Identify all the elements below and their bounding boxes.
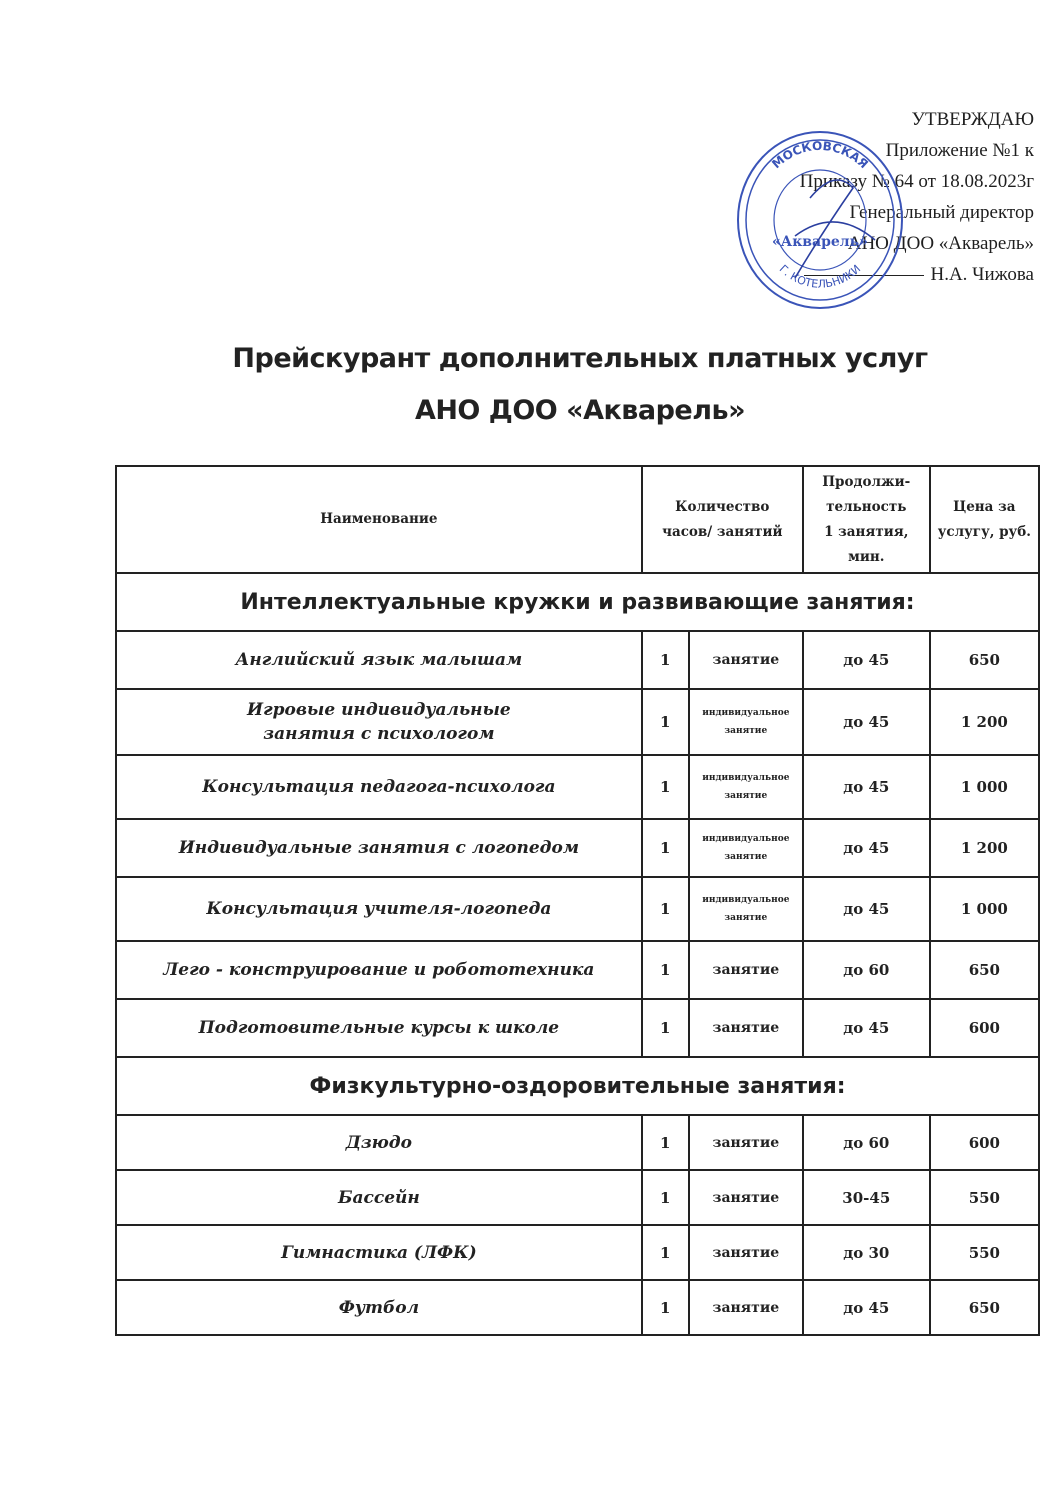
approve-label: УТВЕРЖДАЮ bbox=[911, 109, 1034, 130]
position-label: Генеральный директор bbox=[849, 202, 1034, 223]
qty-cell: 1 bbox=[642, 877, 689, 941]
duration-cell: до 60 bbox=[803, 941, 930, 999]
stamp-center: «Акварель» bbox=[772, 234, 868, 250]
duration-cell: до 60 bbox=[803, 1115, 930, 1170]
table-row bbox=[116, 631, 1039, 689]
service-name: Лего - конструирование и робототехника bbox=[116, 941, 642, 999]
duration-cell: до 30 bbox=[803, 1225, 930, 1280]
price-cell: 650 bbox=[930, 1280, 1039, 1335]
service-name: Футбол bbox=[116, 1280, 642, 1335]
qty-cell: 1 bbox=[642, 999, 689, 1057]
unit-cell: занятие bbox=[689, 1170, 803, 1225]
header-price: Цена за услугу, руб. bbox=[930, 466, 1039, 573]
price-cell: 1 200 bbox=[930, 819, 1039, 877]
section-row bbox=[116, 573, 1039, 631]
unit-cell: занятие bbox=[689, 1225, 803, 1280]
duration-cell: до 45 bbox=[803, 819, 930, 877]
service-name: Консультация педагога-психолога bbox=[116, 755, 642, 819]
svg-text:Г. КОТЕЛЬНИКИ bbox=[777, 262, 864, 290]
price-cell: 1 000 bbox=[930, 755, 1039, 819]
price-cell: 1 000 bbox=[930, 877, 1039, 941]
stamp-seal bbox=[735, 128, 905, 313]
duration-cell: до 45 bbox=[803, 755, 930, 819]
org-label: АНО ДОО «Акварель» bbox=[847, 233, 1034, 254]
appendix-label: Приложение №1 к bbox=[885, 140, 1034, 161]
signer-name: Н.А. Чижова bbox=[930, 264, 1034, 285]
service-name: Индивидуальные занятия с логопедом bbox=[116, 819, 642, 877]
unit-cell: занятие bbox=[689, 941, 803, 999]
table-row bbox=[116, 941, 1039, 999]
qty-cell: 1 bbox=[642, 941, 689, 999]
unit-cell: индивидуальное занятие bbox=[689, 819, 803, 877]
qty-cell: 1 bbox=[642, 689, 689, 755]
section-row bbox=[116, 1057, 1039, 1115]
qty-cell: 1 bbox=[642, 755, 689, 819]
service-name: Консультация учителя-логопеда bbox=[116, 877, 642, 941]
price-table bbox=[115, 465, 1040, 1336]
unit-cell: занятие bbox=[689, 631, 803, 689]
duration-cell: до 45 bbox=[803, 631, 930, 689]
service-name: Бассейн bbox=[116, 1170, 642, 1225]
qty-cell: 1 bbox=[642, 631, 689, 689]
order-label: Приказу № 64 от 18.08.2023г bbox=[799, 171, 1034, 192]
service-name: Английский язык малышам bbox=[116, 631, 642, 689]
price-cell: 600 bbox=[930, 1115, 1039, 1170]
stamp-ring-top: МОСКОВСКАЯ bbox=[769, 138, 871, 172]
table-row bbox=[116, 1115, 1039, 1170]
header-qty: Количество часов/ занятий bbox=[642, 466, 803, 573]
table-header-row bbox=[116, 466, 1039, 573]
table-row bbox=[116, 1280, 1039, 1335]
document-subtitle: АНО ДОО «Акварель» bbox=[414, 395, 746, 426]
qty-cell: 1 bbox=[642, 1225, 689, 1280]
price-cell: 550 bbox=[930, 1225, 1039, 1280]
qty-cell: 1 bbox=[642, 1280, 689, 1335]
table-row bbox=[116, 999, 1039, 1057]
price-cell: 650 bbox=[930, 631, 1039, 689]
service-name: Гимнастика (ЛФК) bbox=[116, 1225, 642, 1280]
service-name: Игровые индивидуальные занятия с психологом bbox=[116, 689, 642, 755]
table-row bbox=[116, 755, 1039, 819]
unit-cell: занятие bbox=[689, 999, 803, 1057]
stamp-ring-bottom: Г. КОТЕЛЬНИКИ bbox=[776, 262, 864, 291]
document-title: Прейскурант дополнительных платных услуг bbox=[232, 343, 928, 374]
duration-cell: до 45 bbox=[803, 877, 930, 941]
qty-cell: 1 bbox=[642, 1115, 689, 1170]
duration-cell: 30-45 bbox=[803, 1170, 930, 1225]
header-name: Наименование bbox=[116, 466, 642, 573]
service-name: Подготовительные курсы к школе bbox=[116, 999, 642, 1057]
table-row bbox=[116, 1170, 1039, 1225]
table-row bbox=[116, 877, 1039, 941]
signature-scribble bbox=[795, 180, 875, 278]
service-name: Дзюдо bbox=[116, 1115, 642, 1170]
table-row bbox=[116, 689, 1039, 755]
unit-cell: индивидуальное занятие bbox=[689, 755, 803, 819]
price-cell: 550 bbox=[930, 1170, 1039, 1225]
svg-text:МОСКОВСКАЯ bbox=[769, 139, 871, 171]
unit-cell: индивидуальное занятие bbox=[689, 877, 803, 941]
table-row bbox=[116, 819, 1039, 877]
price-cell: 1 200 bbox=[930, 689, 1039, 755]
unit-cell: индивидуальное занятие bbox=[689, 689, 803, 755]
duration-cell: до 45 bbox=[803, 1280, 930, 1335]
qty-cell: 1 bbox=[642, 819, 689, 877]
duration-cell: до 45 bbox=[803, 689, 930, 755]
price-cell: 650 bbox=[930, 941, 1039, 999]
header-duration: Продолжи- тельность 1 занятия, мин. bbox=[803, 466, 930, 573]
section-title: Интеллектуальные кружки и развивающие занятия: bbox=[116, 573, 1039, 631]
table-row bbox=[116, 1225, 1039, 1280]
price-cell: 600 bbox=[930, 999, 1039, 1057]
duration-cell: до 45 bbox=[803, 999, 930, 1057]
unit-cell: занятие bbox=[689, 1280, 803, 1335]
qty-cell: 1 bbox=[642, 1170, 689, 1225]
section-title: Физкультурно-оздоровительные занятия: bbox=[116, 1057, 1039, 1115]
unit-cell: занятие bbox=[689, 1115, 803, 1170]
